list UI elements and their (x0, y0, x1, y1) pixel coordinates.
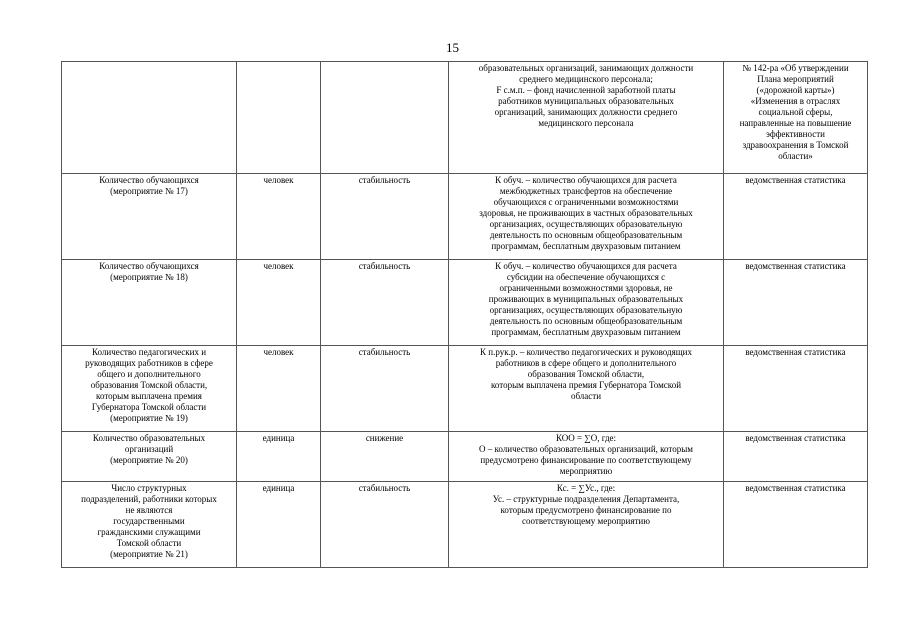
source-cell: ведомственная статистика (724, 432, 868, 482)
source-cell: ведомственная статистика (724, 260, 868, 346)
table-row (62, 432, 868, 482)
trend-cell: стабильность (321, 174, 449, 260)
trend-cell: снижение (321, 432, 449, 482)
table-row (62, 482, 868, 568)
trend-cell: стабильность (321, 482, 449, 568)
trend-cell: стабильность (321, 260, 449, 346)
table-row (62, 62, 868, 174)
method-cell: Кс. = ∑Ус., где: Ус. – структурные подразделения Департамента, которым предусмотрено финансирование по соответствующему мероприятию (449, 482, 724, 568)
indicator-cell: Количество обучающихся (мероприятие № 18) (62, 260, 237, 346)
source-cell: ведомственная статистика (724, 174, 868, 260)
method-cell: образовательных организаций, занимающих должности среднего медицинского персонала; F с.м.п. – фонд начисленной заработной платы работников муниципальных образовательных организаций, занимающих должности среднего медицинского персонала (449, 62, 724, 174)
unit-cell: человек (237, 260, 321, 346)
unit-cell: единица (237, 482, 321, 568)
indicator-cell: Число структурных подразделений, работники которых не являются государственными гражданскими служащими Томской области (мероприятие № 21) (62, 482, 237, 568)
unit-cell (237, 62, 321, 174)
trend-cell (321, 62, 449, 174)
source-cell: ведомственная статистика (724, 346, 868, 432)
method-cell: К п.рук.р. – количество педагогических и руководящих работников в сфере общего и дополнительного образования Томской области, которым выплачена премия Губернатора Томской области (449, 346, 724, 432)
indicator-cell: Количество обучающихся (мероприятие № 17) (62, 174, 237, 260)
method-cell: КОО = ∑О, где: О – количество образовательных организаций, которым предусмотрено финансирование по соответствующему мероприятию (449, 432, 724, 482)
source-cell: № 142-ра «Об утверждении Плана мероприятий («дорожной карты») «Изменения в отраслях социальной сферы, направленные на повышение эффективности здравоохранения в Томской области» (724, 62, 868, 174)
indicators-table (61, 61, 868, 568)
unit-cell: единица (237, 432, 321, 482)
indicator-cell: Количество педагогических и руководящих работников в сфере общего и дополнительного образования Томской области, которым выплачена премия Губернатора Томской области (мероприятие № 19) (62, 346, 237, 432)
unit-cell: человек (237, 174, 321, 260)
page-number: 15 (446, 40, 459, 55)
trend-cell: стабильность (321, 346, 449, 432)
table-row (62, 346, 868, 432)
table-row (62, 260, 868, 346)
indicator-cell (62, 62, 237, 174)
indicator-cell: Количество образовательных организаций (мероприятие № 20) (62, 432, 237, 482)
method-cell: К обуч. – количество обучающихся для расчета субсидии на обеспечение обучающихся с ограниченными возможностями здоровья, не проживающих в муниципальных образовательных организациях, осуществляющих образовательную деятельность по основным общеобразовательным программам, бесплатным двухразовым питанием (449, 260, 724, 346)
unit-cell: человек (237, 346, 321, 432)
source-cell: ведомственная статистика (724, 482, 868, 568)
table-row (62, 174, 868, 260)
method-cell: К обуч. – количество обучающихся для расчета межбюджетных трансфертов на обеспечение обучающихся с ограниченными возможностями здоровья, не проживающих в частных образовательных организациях, осуществляющих образовательную деятельность по основным общеобразовательным программам, бесплатным двухразовым питанием (449, 174, 724, 260)
